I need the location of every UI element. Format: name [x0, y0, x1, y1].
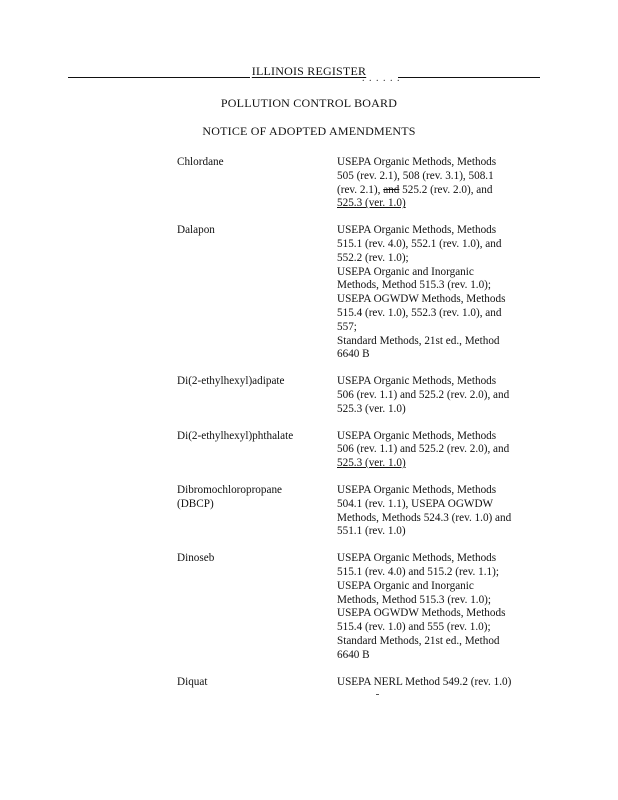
method-line: [337, 335, 532, 349]
method-line: [337, 566, 532, 580]
contaminant-name-line: Dinoseb: [177, 552, 215, 565]
method-line: [337, 403, 532, 417]
inserted-text: 525.3 (ver. 1.0): [337, 197, 406, 210]
contaminant-row: [177, 552, 537, 662]
method-text: USEPA Organic and Inorganic: [337, 265, 474, 278]
method-line: [337, 252, 532, 266]
contaminant-name: [177, 375, 337, 416]
contaminant-name-line: Di(2-ethylhexyl)adipate: [177, 375, 285, 388]
contaminant-name-line: (DBCP): [177, 497, 214, 510]
method-line: [337, 266, 532, 280]
contaminant-name-line: Diquat: [177, 675, 208, 688]
contaminant-row: [177, 375, 537, 416]
method-line: [337, 594, 532, 608]
method-text: USEPA Organic Methods, Methods: [337, 552, 497, 565]
contaminant-name: [177, 430, 337, 471]
method-line: [337, 635, 532, 649]
method-line: [337, 457, 532, 471]
method-line: [337, 607, 532, 621]
method-text: 515.1 (rev. 4.0) and 515.2 (rev. 1.1);: [337, 565, 499, 578]
header-rule-right: [398, 77, 540, 78]
method-text: 551.1 (rev. 1.0): [337, 525, 406, 538]
method-line: [337, 348, 532, 362]
contaminant-name: [177, 224, 337, 362]
method-text: Methods, Method 515.3 (rev. 1.0);: [337, 279, 492, 292]
contaminant-name: [177, 156, 337, 211]
method-text: (rev. 2.1),: [337, 183, 384, 196]
method-text: USEPA Organic Methods, Methods: [337, 483, 497, 496]
analytical-methods: [337, 224, 532, 362]
contaminant-name-line: Dalapon: [177, 224, 215, 237]
method-line: [337, 552, 532, 566]
method-text: USEPA NERL Method 549.2 (rev. 1.0): [337, 675, 512, 688]
method-text: USEPA Organic Methods, Methods: [337, 375, 497, 388]
method-line: [337, 293, 532, 307]
method-text: 505 (rev. 2.1), 508 (rev. 3.1), 508.1: [337, 169, 494, 182]
header-rule-dots: . . . . . .: [362, 73, 401, 84]
method-text: USEPA OGWDW Methods, Methods: [337, 293, 506, 306]
method-line: [337, 224, 532, 238]
contaminant-row: [177, 676, 537, 690]
method-line: [337, 512, 532, 526]
method-text: USEPA Organic Methods, Methods: [337, 429, 497, 442]
contaminant-row: [177, 156, 537, 211]
contaminant-name: [177, 484, 337, 539]
method-line: [337, 484, 532, 498]
contaminant-row: [177, 484, 537, 539]
method-line: [337, 498, 532, 512]
method-line: [337, 676, 532, 690]
analytical-methods: [337, 552, 532, 662]
notice-title: NOTICE OF ADOPTED AMENDMENTS: [202, 124, 416, 138]
register-title: ILLINOIS REGISTER: [251, 64, 367, 78]
deleted-text: and: [383, 183, 400, 196]
contaminant-name: [177, 552, 337, 662]
method-text: 506 (rev. 1.1) and 525.2 (rev. 2.0), and: [337, 388, 510, 401]
method-line: [337, 580, 532, 594]
contaminant-row: [177, 430, 537, 471]
method-text: 525.2 (rev. 2.0), and: [399, 183, 493, 196]
method-line: [337, 389, 532, 403]
analytical-methods: [337, 430, 532, 471]
method-text: 515.4 (rev. 1.0) and 555 (rev. 1.0);: [337, 621, 491, 634]
method-text: Standard Methods, 21st ed., Method: [337, 634, 500, 647]
method-line: [337, 321, 532, 335]
method-line: [337, 184, 532, 198]
method-text: 515.4 (rev. 1.0), 552.3 (rev. 1.0), and: [337, 306, 502, 319]
contaminant-row: [177, 224, 537, 362]
method-text: 506 (rev. 1.1) and 525.2 (rev. 2.0), and: [337, 443, 510, 456]
contaminant-methods-table: [177, 156, 537, 702]
method-line: [337, 443, 532, 457]
method-text: 552.2 (rev. 1.0);: [337, 251, 409, 264]
method-text: Methods, Method 515.3 (rev. 1.0);: [337, 593, 492, 606]
method-text: USEPA OGWDW Methods, Methods: [337, 607, 506, 620]
contaminant-name-line: Dibromochloropropane: [177, 483, 283, 496]
method-line: [337, 279, 532, 293]
method-text: Standard Methods, 21st ed., Method: [337, 334, 500, 347]
method-line: [337, 156, 532, 170]
method-line: [337, 197, 532, 211]
method-line: [337, 649, 532, 663]
contaminant-name-line: Chlordane: [177, 156, 224, 168]
contaminant-name: [177, 676, 337, 690]
method-line: [337, 307, 532, 321]
method-text: USEPA Organic and Inorganic: [337, 579, 474, 592]
method-text: 6640 B: [337, 648, 370, 661]
method-text: 6640 B: [337, 348, 370, 361]
contaminant-name-line: Di(2-ethylhexyl)phthalate: [177, 429, 294, 442]
inserted-text: 525.3 (ver. 1.0): [337, 457, 406, 470]
method-line: [337, 525, 532, 539]
page-mark: [376, 694, 379, 695]
analytical-methods: [337, 676, 532, 690]
method-line: [337, 238, 532, 252]
method-text: 515.1 (rev. 4.0), 552.1 (rev. 1.0), and: [337, 237, 502, 250]
method-text: USEPA Organic Methods, Methods: [337, 224, 497, 237]
method-line: [337, 621, 532, 635]
method-line: [337, 170, 532, 184]
method-text: USEPA Organic Methods, Methods: [337, 156, 497, 168]
board-title: POLLUTION CONTROL BOARD: [220, 96, 398, 110]
method-text: 557;: [337, 320, 357, 333]
method-text: 525.3 (ver. 1.0): [337, 402, 406, 415]
method-line: [337, 430, 532, 444]
method-line: [337, 375, 532, 389]
method-text: 504.1 (rev. 1.1), USEPA OGWDW: [337, 497, 494, 510]
method-text: Methods, Methods 524.3 (rev. 1.0) and: [337, 511, 512, 524]
analytical-methods: [337, 484, 532, 539]
analytical-methods: [337, 156, 532, 211]
analytical-methods: [337, 375, 532, 416]
